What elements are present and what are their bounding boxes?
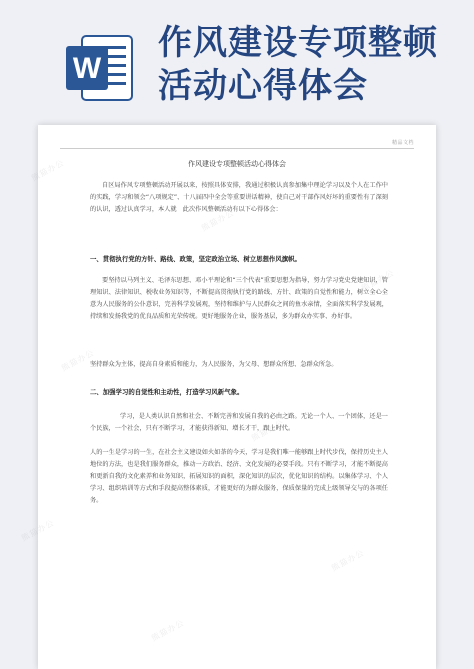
section2-paragraph2: 人的一生是学习的一生，在社会主义建设如火如荼的今天，学习是我们唯一能够跟上时代步伐，保持历史主人地位的方法，也是我们服务群众，推动一方政治、经济、文化发展的必要手段。只有不断学习，才能不断提高和更新自我的文化素养和业务知识，拓展知识的面积，深化知识的层次，优化知识的结构。以集体学习、个人学习、组织培训等方式和手段提高整体素质，才能更好的为群众服务，保质保量的完成上级领导交与的各项任务。 (90, 449, 388, 504)
document-page (38, 125, 436, 669)
banner-title-line2: 活动心得体会 (158, 66, 368, 106)
banner-title (158, 22, 458, 108)
section2-heading: 二、加强学习的自觉性和主动性，打造学习风新气象。 (90, 388, 244, 396)
section1-tail: 坚持群众为主体，提高自身素质和能力，为人民服务，为父母、想群众所想、急群众所急。 (90, 361, 338, 368)
intro-paragraph: 自区局作风专项整顿活动开展以来，按照具体安排，我通过积极认真参加集中理论学习以及个人在工作中的实践，学习和领会“八项规定”、十八届四中全会等重要讲话精神，使自己对干部作风好坏的重要性有了深刻的认识，透过认真学习，本人就 此次作风整顿活动有以下心得体会： (90, 182, 388, 213)
section1-heading: 一、贯彻执行党的方针、路线、政策，坚定政治立场、树立思想作风旗帜。 (90, 255, 301, 263)
header-divider (60, 148, 414, 149)
document-title: 作风建设专项整顿活动心得体会 (188, 160, 286, 168)
word-icon-letter: W (72, 52, 102, 85)
banner-title-line1: 作风建设专项整顿 (158, 23, 438, 63)
section2-paragraph1: 学习，是人类认识自然和社会、不断完善和发展自我的必由之路。无论一个人、一个团体，还是一个民族，一个社会，只有不断学习，才能获得新知、增长才干，跟上时代。 (90, 413, 388, 432)
banner (0, 0, 474, 128)
section1-paragraph: 要坚持以马列主义、毛泽东思想、邓小平理论和“三个代表”重要思想为指导，努力学习党史党建知识，管理知识、法律知识、税收业务知识等，不断提高贯彻执行党的路线、方针、政策的自觉性和能力，树立全心全意为人民服务的公仆意识，完善科学发展观，坚持和维护与人民群众之间的鱼水亲情，全面落实科学发展观，持续和发扬我党的优良品质和光荣传统。更好地服务企业，服务基层，多为群众办实事、办好事。 (90, 277, 388, 320)
header-tag: 精品文档 (391, 140, 414, 146)
word-document-icon (64, 32, 136, 104)
